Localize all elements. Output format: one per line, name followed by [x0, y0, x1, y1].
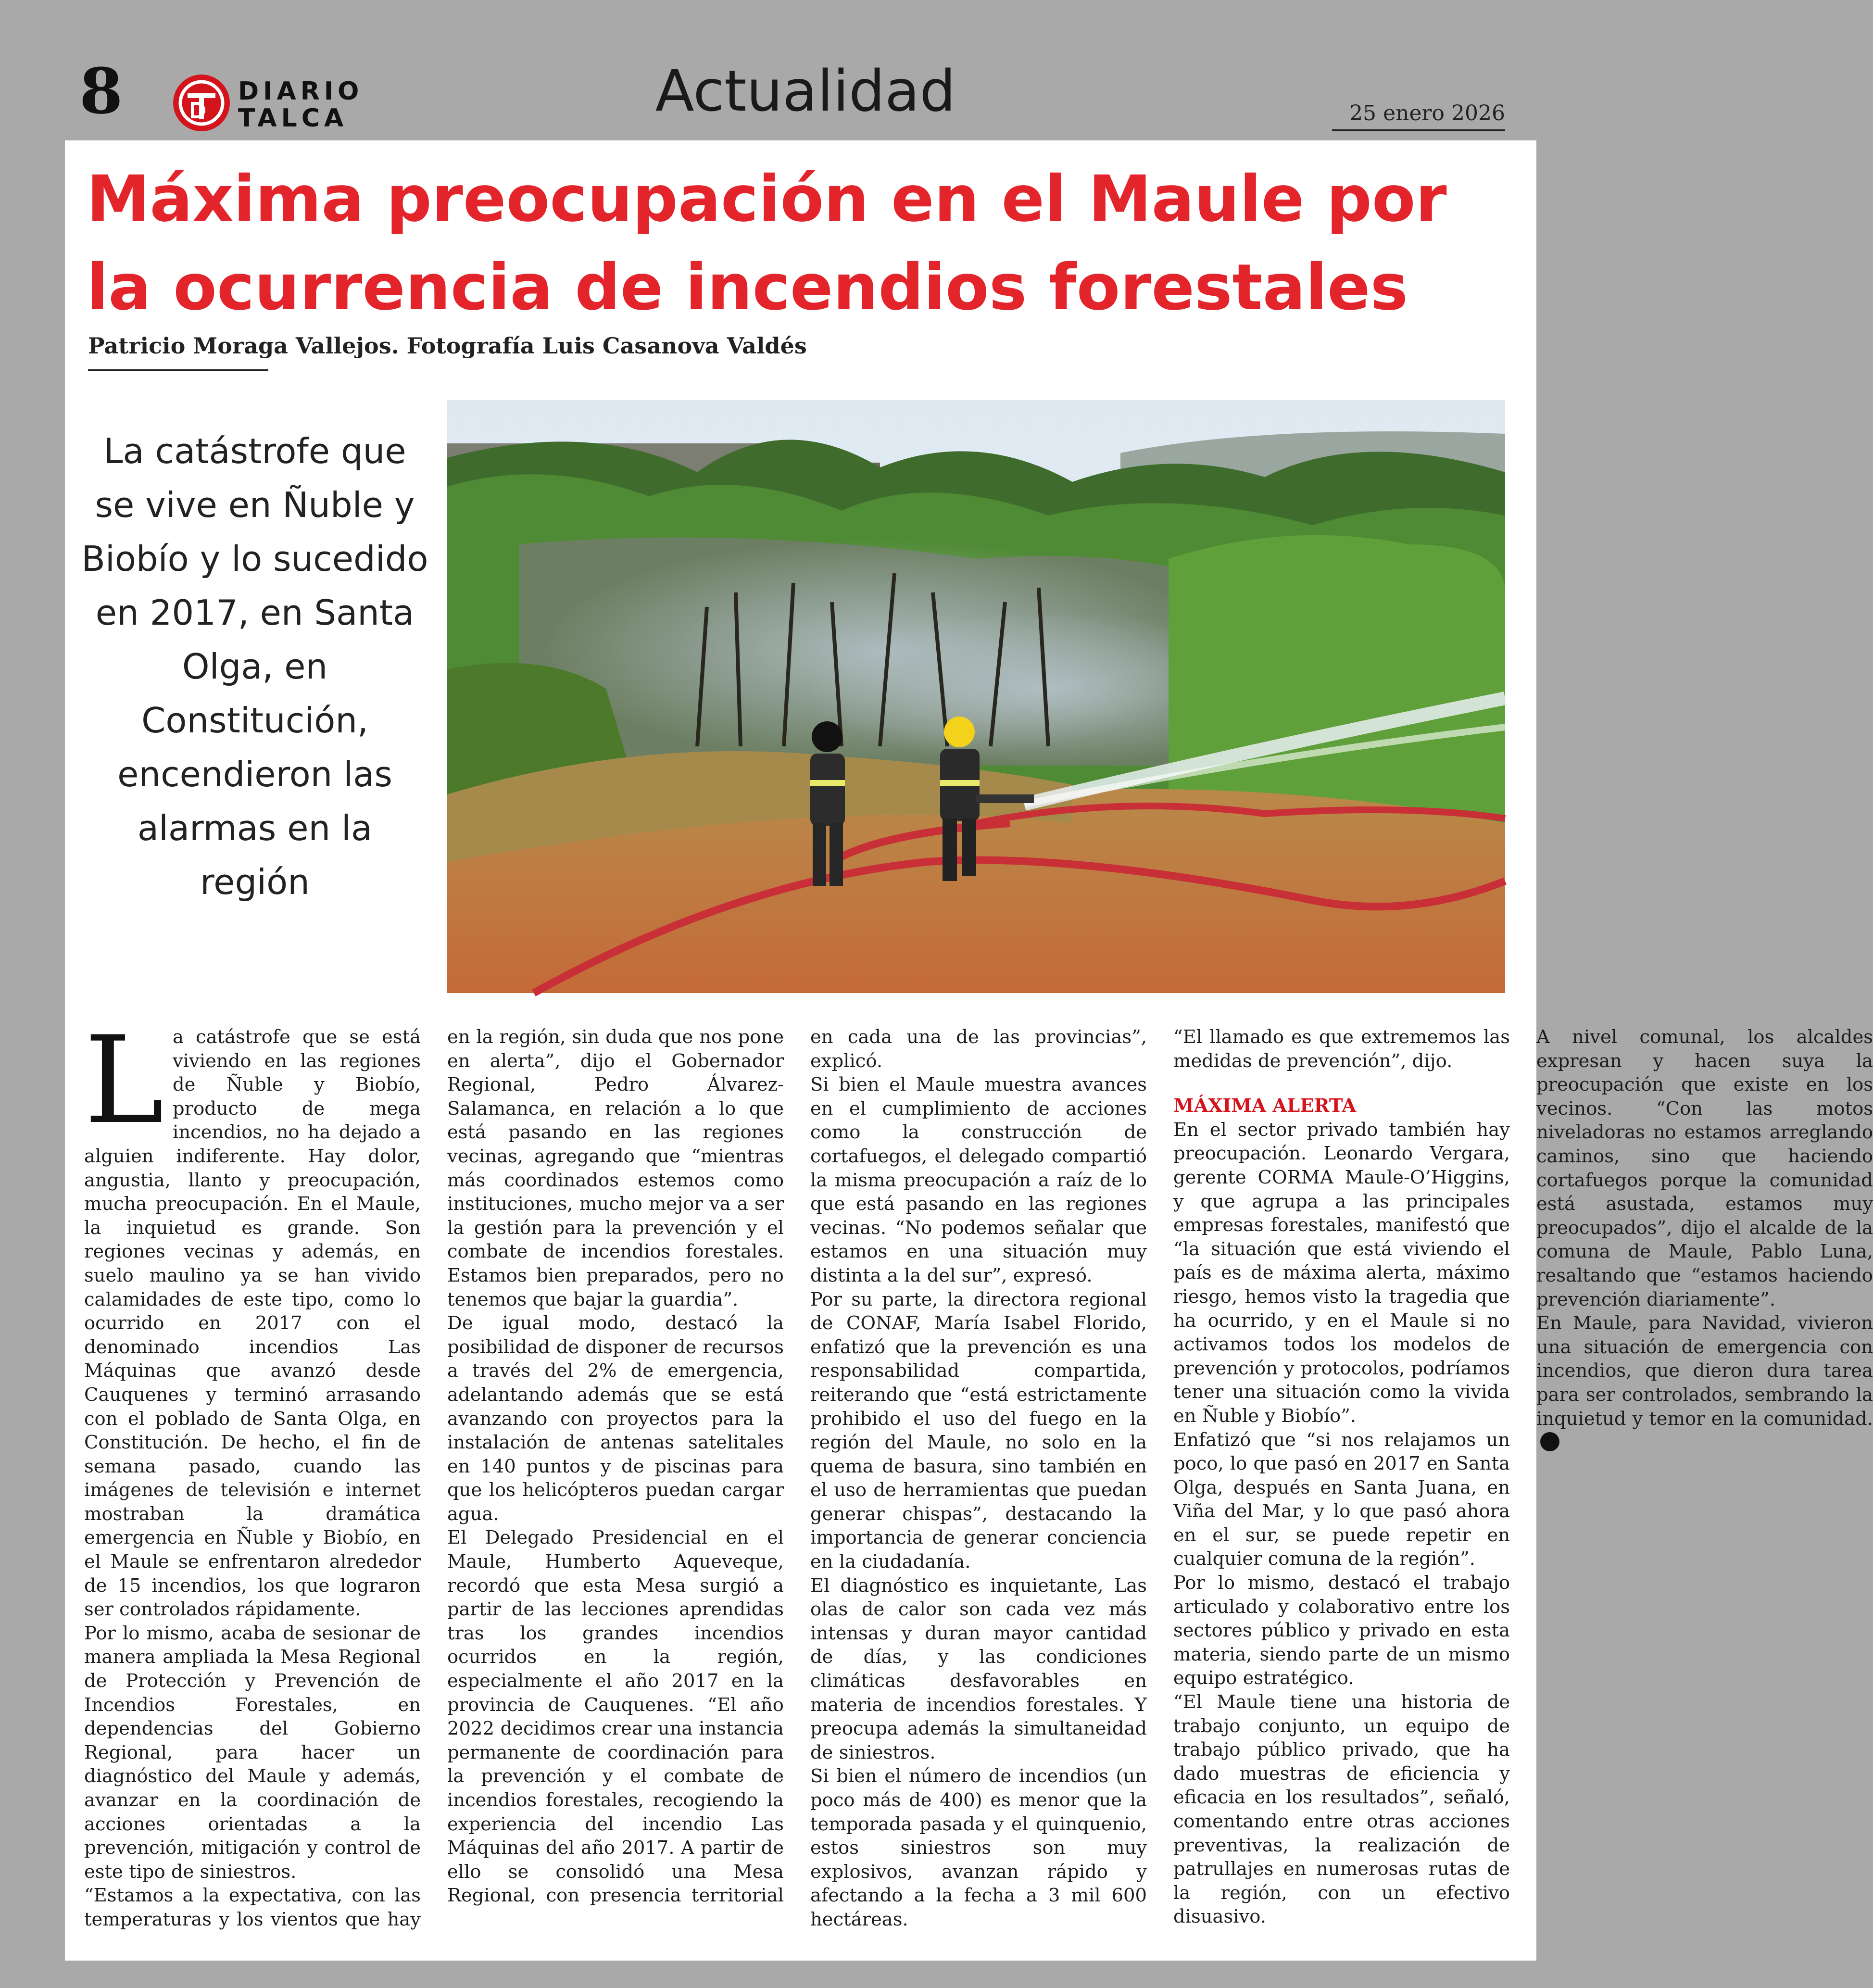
- page-number: 8: [79, 54, 123, 128]
- paragraph: De igual modo, destacó la posibilidad de disponer de recursos a través del 2% de emergencia, adelantando además que se está avanzando con proyectos para la instalación de antenas satelitales en 140 puntos y de piscinas para que los helicópteros puedan cargar agua.: [447, 1312, 784, 1525]
- paragraph: La catástrofe que se está viviendo en las regiones de Ñuble y Biobío, producto de mega incendios, no ha dejado a alguien indiferente. Hay dolor, angustia, llanto y preocupación, mucha preocupación. En el Maule, la inquietud es grande. Son regiones vecinas y además, en suelo maulino ya se han vivido calamidades de este tipo, como lo ocurrido en 2017 con el denominado incendios Las Máquinas que avanzó desde Cauquenes y terminó arrasando con el poblado de Santa Olga, en Constitución. De hecho, el fin de semana pasado, cuando las imágenes de televisión e internet mostraban la dramática emergencia en Ñuble y Biobío, en el Maule se enfrentaron alrededor de 15 incendios, los que lograron ser controlados rápidamente.: [84, 1010, 421, 1621]
- paragraph: Si bien el Maule muestra avances en el cumplimiento de acciones como la construcción de cortafuegos, el delegado compartió la misma preocupación a raíz de lo que está pasando en las regiones vecinas. “No podemos señalar que estamos en una situación muy distinta a la del sur”, expresó.: [810, 1074, 1147, 1286]
- byline-divider: [88, 369, 268, 371]
- logo-wordmark: [238, 78, 363, 132]
- paragraph: Si bien el número de incendios (un poco más de 400) es menor que la temporada pasada y el quinquenio, estos siniestros son muy explosivos, avanzan rápido y afectando a la fecha a 3 mil 600 hectáreas.: [810, 1765, 1147, 1930]
- paragraph: El Delegado Presidencial en el Maule, Humberto Aqueveque, recordó que esta Mesa surgió a partir de las lecciones aprendidas tras los grandes incendios ocurridos en la región, especialmente el año 2017 en la provincia de Cauquenes. “El año 2022 decidimos crear una instancia permanente de coordinación para la prevención y el combate de incendios forestales, recogiendo la experiencia del incendio Las Máquinas del año 2017. A partir de ello se consolidó una Mesa Regional, con presencia territorial en cada una de las provincias”, explicó.: [447, 1026, 1147, 1907]
- paragraph: Por lo mismo, acaba de sesionar de manera ampliada la Mesa Regional de Protección y Prevención de Incendios Forestales, en dependencias del Gobierno Regional, para hacer un diagnóstico del Maule y además, avanzar en la coordinación de acciones orientadas a la prevención, mitigación y control de este tipo de siniestros.: [84, 1622, 421, 1883]
- logo-line-1: DIARIO: [238, 77, 364, 106]
- paragraph: Enfatizó que “si nos relajamos un poco, lo que pasó en 2017 en Santa Olga, después en Santa Juana, en Viña del Mar, y lo que pasó ahora en el sur, se puede repetir en cualquier comuna de la región”.: [1173, 1429, 1510, 1570]
- section-title: Actualidad: [655, 58, 956, 124]
- paragraph: En el sector privado también hay preocupación. Leonardo Vergara, gerente CORMA Maule-O’Higgins, y que agrupa a las principales empresas forestales, manifestó que “la situación que está viviendo el país es de máxima alerta, máximo riesgo, hemos visto la tragedia que ha ocurrido, y en el Maule si no activamos todos los modelos de prevención y protocolos, podríamos tener una situación como la vivida en Ñuble y Biobío”.: [1173, 1119, 1510, 1427]
- issue-date: 25 enero 2026: [1332, 101, 1505, 131]
- paragraph: A nivel comunal, los alcaldes expresan y hacen suya la preocupación que existe en los vecinos. “Con las motos niveladoras no estamos arreglando caminos, sino que haciendo cortafuegos porque la comunidad está asustada, estamos muy preocupados”, dijo el alcalde de la comuna de Maule, Pablo Luna, resaltando que “estamos haciendo prevención diariamente”.: [1536, 1026, 1873, 1310]
- paragraph: En Maule, para Navidad, vivieron una situación de emergencia con incendios, que dieron dura tarea para ser controlados, sembrando la inquietud y temor en la comunidad.: [1536, 1311, 1873, 1455]
- pull-quote: La catástrofe que se vive en Ñuble y Biobío y lo sucedido en 2017, en Santa Olga, en Constitución, encendieron las alarmas en la región: [81, 431, 428, 902]
- paragraph: “Estamos a la expectativa, con las temperaturas y los vientos que hay en la región, sin duda que nos pone en alerta”, dijo el Gobernador Regional, Pedro Álvarez-Salamanca, en relación a lo que está pasando en las regiones vecinas, agregando que “mientras más coordinados estemos como instituciones, mucho mejor va a ser la gestión para la prevención y el combate de incendios forestales. Estamos bien preparados, pero no tenemos que bajar la guardia”.: [84, 1026, 784, 1930]
- paragraph: Por su parte, la directora regional de CONAF, María Isabel Florido, enfatizó que la prevención es una responsabilidad compartida, reiterando que “está estrictamente prohibido el uso del fuego en la región del Maule, no solo en la quema de basura, sino también en el uso de herramientas que puedan generar chispas”, destacando la importancia de generar conciencia en la ciudadanía.: [810, 1288, 1147, 1573]
- end-of-article-icon: [1540, 1432, 1559, 1451]
- article-headline: Máxima preocupación en el Maule por la ocurrencia de incendios forestales: [87, 162, 1447, 325]
- section-subhead: MÁXIMA ALERTA: [1173, 1095, 1357, 1117]
- paragraph: “El Maule tiene una historia de trabajo conjunto, un equipo de trabajo público privado, que ha dado muestras de eficiencia y eficacia en los resultados”, señaló, comentando entre otras acciones preventivas, la realización de patrullajes en numerosas rutas de la región, con un efectivo disuasivo.: [1173, 1691, 1510, 1928]
- wildfire-photo-illustration: [447, 400, 1505, 993]
- logo-emblem-icon: [173, 75, 230, 131]
- logo-line-2: TALCA: [238, 104, 348, 133]
- article-sheet: [65, 140, 1873, 1961]
- paragraph: “El llamado es que extrememos las medidas de prevención”, dijo.: [1173, 1026, 1510, 1072]
- paragraph: El diagnóstico es inquietante, Las olas de calor son cada vez más intensas y duran mayor cantidad de días, y las condiciones climáticas desfavorables en materia de incendios forestales. Y preocupa además la simultaneidad de siniestros.: [810, 1574, 1147, 1763]
- diario-talca-logo: [173, 72, 365, 135]
- wildfire-photo: [447, 400, 1505, 993]
- drop-cap: L: [84, 1010, 164, 1150]
- article-body: [84, 1010, 1873, 1953]
- paragraph: Por lo mismo, destacó el trabajo articulado y colaborativo entre los sectores público y privado en esta materia, siendo parte de un mismo equipo estratégico.: [1173, 1572, 1510, 1689]
- article-byline: Patricio Moraga Vallejos. Fotografía Luis Casanova Valdés: [88, 333, 807, 359]
